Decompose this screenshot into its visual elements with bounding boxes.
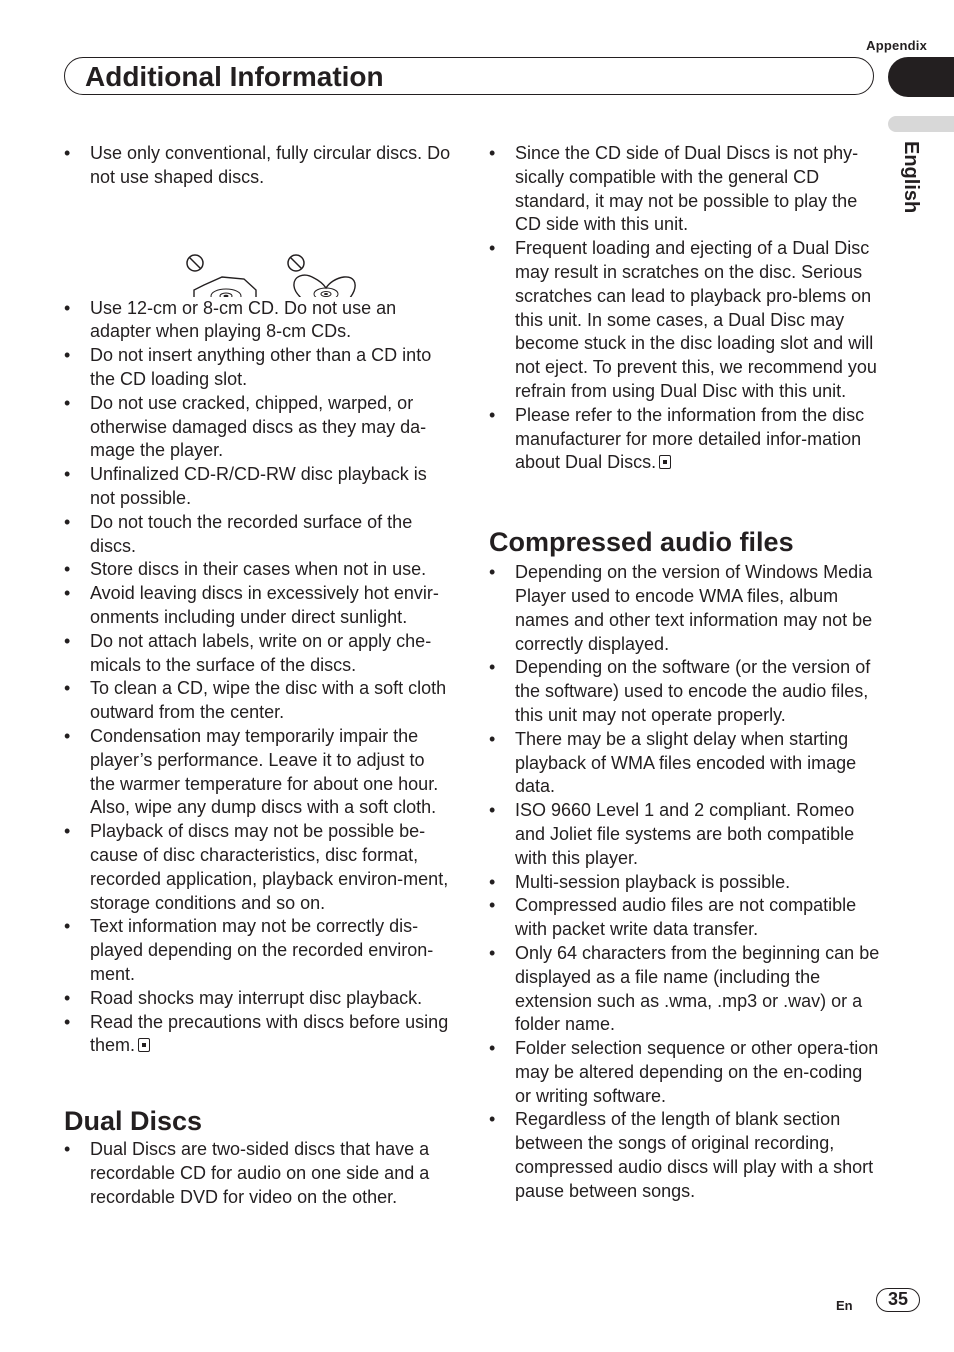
- list-item: • Multi-session playback is possible.: [489, 871, 881, 895]
- list-item: • Compressed audio files are not compatible with packet write data transfer.: [489, 894, 881, 942]
- shaped-disc-octagon-icon: [194, 277, 256, 297]
- list-item: • ISO 9660 Level 1 and 2 compliant. Romeo and Joliet file systems are both compatible with this player.: [489, 799, 881, 870]
- language-tab-label: English: [900, 141, 922, 214]
- footer-language-code: En: [836, 1298, 853, 1313]
- list-item-text: Read the precautions with discs before using them.: [90, 1011, 449, 1056]
- list-item: • Text information may not be correctly dis-played depending on the recorded environ-ment.: [64, 915, 452, 986]
- prohibited-icon: [288, 255, 304, 271]
- list-item: • There may be a slight delay when starting playback of WMA files encoded with image data.: [489, 728, 881, 799]
- shaped-disc-figure: [64, 190, 452, 297]
- list-item: • Do not touch the recorded surface of the discs.: [64, 511, 452, 559]
- list-item: • Use 12-cm or 8-cm CD. Do not use an adapter when playing 8-cm CDs.: [64, 297, 452, 345]
- list-item: • Frequent loading and ejecting of a Dual Disc may result in scratches on the disc. Serious scratches can lead to playback pro-blems on this unit. In some cases, a Dual Disc may become stuck in the disc loading slot and will not eject. To prevent this, we recommend you refrain from using Dual Disc with this unit.: [489, 237, 881, 404]
- shaped-discs-illustration: [64, 190, 452, 297]
- list-item: • Depending on the software (or the version of the software) used to encode the audio files, this unit may not operate properly.: [489, 656, 881, 727]
- list-item: • Regardless of the length of blank section between the songs of original recording, compressed audio discs will play with a short pause between songs.: [489, 1108, 881, 1203]
- list-item-last: [64, 1011, 452, 1059]
- list-item: • Do not use cracked, chipped, warped, or otherwise damaged discs as they may da-mage the player.: [64, 392, 452, 463]
- heart-shaped-disc-icon: [294, 275, 355, 297]
- page-title: Additional Information: [85, 61, 384, 92]
- compressed-audio-heading: Compressed audio files: [489, 527, 794, 558]
- dual-discs-heading: Dual Discs: [64, 1106, 203, 1137]
- list-item-last: [489, 404, 881, 475]
- page-number: 35: [876, 1288, 920, 1312]
- compressed-audio-list: [489, 561, 881, 1204]
- list-item: • Avoid leaving discs in excessively hot envir-onments including under direct sunlight.: [64, 582, 452, 630]
- list-item: • Dual Discs are two-sided discs that have a recordable CD for audio on one side and a recordable DVD for video on the other.: [64, 1138, 452, 1209]
- left-column: [64, 142, 452, 1209]
- right-column: [489, 142, 881, 1204]
- list-item: • Store discs in their cases when not in use.: [64, 558, 452, 582]
- list-item-text: Please refer to the information from the disc manufacturer for more detailed infor-mation about Dual Discs.: [515, 404, 865, 473]
- chapter-tab: [888, 57, 954, 97]
- page-header: [64, 57, 874, 95]
- section-label: Appendix: [866, 38, 927, 53]
- disc-care-list: [64, 297, 452, 1059]
- intro-list: [64, 142, 452, 190]
- list-item: • Do not attach labels, write on or apply che-micals to the surface of the discs.: [64, 630, 452, 678]
- list-item: • Use only conventional, fully circular discs. Do not use shaped discs.: [64, 142, 452, 190]
- end-of-section-icon: [138, 1038, 150, 1052]
- list-item: • Road shocks may interrupt disc playback.: [64, 987, 452, 1011]
- list-item: • Do not insert anything other than a CD into the CD loading slot.: [64, 344, 452, 392]
- dual-discs-list: [64, 1138, 452, 1209]
- list-item: • To clean a CD, wipe the disc with a soft cloth outward from the center.: [64, 677, 452, 725]
- language-tab-marker: [888, 116, 954, 132]
- list-item: • Playback of discs may not be possible be-cause of disc characteristics, disc format, recorded application, playback environ-ment, storage conditions and so on.: [64, 820, 452, 915]
- list-item: • Condensation may temporarily impair the player’s performance. Leave it to adjust to the warmer temperature for about one hour. Also, wipe any dump discs with a soft cloth.: [64, 725, 452, 820]
- end-of-section-icon: [659, 455, 671, 469]
- list-item: • Only 64 characters from the beginning can be displayed as a file name (including the extension such as .wma, .mp3 or .wav) or a folder name.: [489, 942, 881, 1037]
- list-item: • Since the CD side of Dual Discs is not phy-sically compatible with the general CD standard, it may not be possible to play the CD side with this unit.: [489, 142, 881, 237]
- list-item: • Folder selection sequence or other opera-tion may be altered depending on the en-coding or writing software.: [489, 1037, 881, 1108]
- list-item: • Unfinalized CD-R/CD-RW disc playback is not possible.: [64, 463, 452, 511]
- list-item: • Depending on the version of Windows Media Player used to encode WMA files, album names and other text information may not be correctly displayed.: [489, 561, 881, 656]
- prohibited-icon: [187, 255, 203, 271]
- dual-discs-continued-list: [489, 142, 881, 475]
